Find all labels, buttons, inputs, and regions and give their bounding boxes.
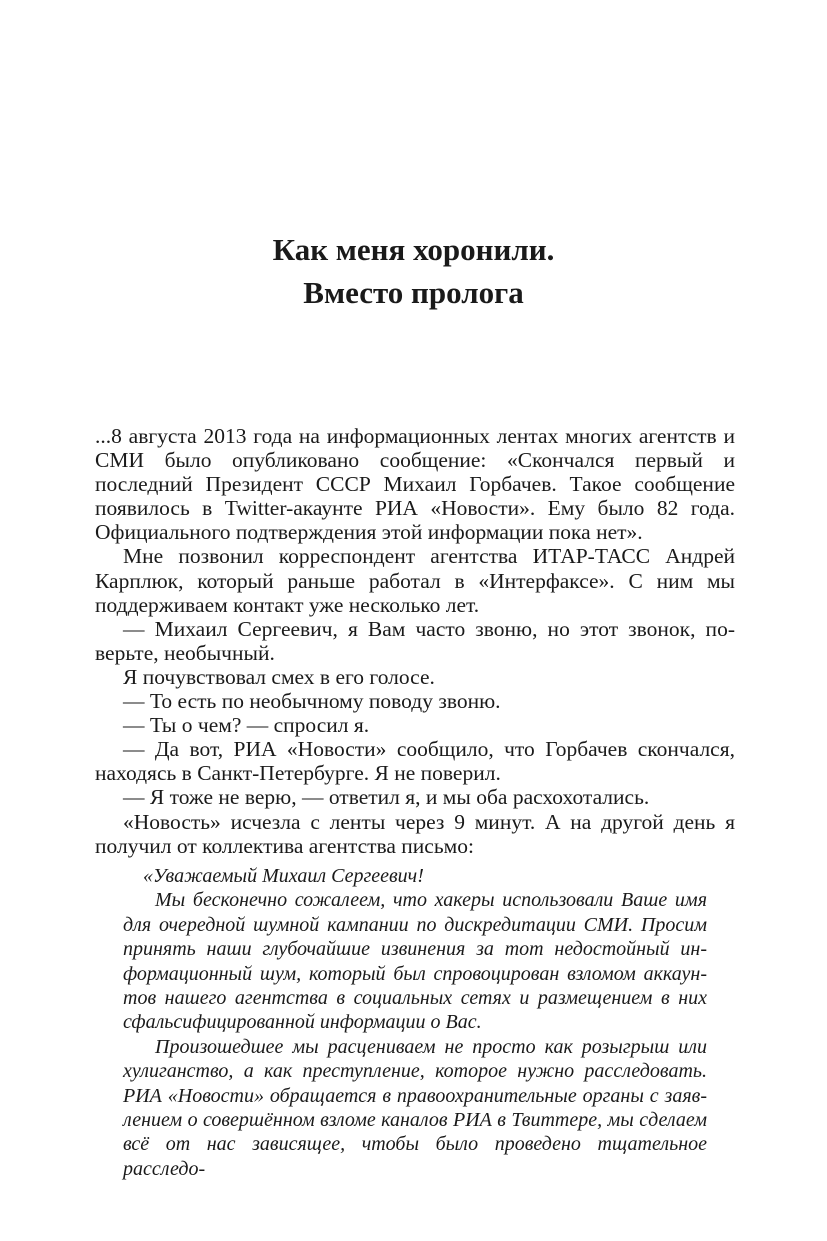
letter-paragraph: Мы бесконечно сожалеем, что хакеры использовали Ваше имя для очередной шумной кампании по дискредитации СМИ. Просим принять наши глубочайшие извинения за тот недостойный информационный шум, который был спровоцирован взломом аккаунтов нашего агентства в социальных сетях и размещением в них сфальсифицированной информации о Вас. bbox=[123, 889, 707, 1034]
quoted-letter bbox=[123, 864, 707, 1181]
dialogue-line: — То есть по необычному поводу звоню. bbox=[123, 689, 501, 714]
paragraph: ...8 августа 2013 года на информационных лентах многих агентств и СМИ было опубликовано сообщение: «Скончался первый и последний Президент СССР Михаил Горбачев. Такое сообщение появилось в Twitter-акаунте РИА «Новости». Ему было 82 года. Официального подтверждения этой информации пока нет». bbox=[95, 424, 735, 545]
dialogue-line: — Ты о чем? — спросил я. bbox=[123, 713, 370, 738]
chapter-title-line-1: Как меня хоронили. bbox=[272, 232, 555, 267]
chapter-title bbox=[0, 228, 827, 314]
chapter-title-line-2: Вместо пролога bbox=[303, 275, 524, 310]
body-text bbox=[95, 424, 735, 858]
paragraph: Мне позвонил корреспондент агентства ИТАР-ТАСС Андрей Карплюк, который раньше работал в «Интерфаксе». С ним мы поддерживаем контакт уже несколько лет. bbox=[95, 544, 735, 617]
letter-greeting: «Уважаемый Михаил Сергеевич! bbox=[143, 865, 424, 887]
dialogue-line: — Да вот, РИА «Новости» сообщило, что Горбачев скончался, находясь в Санкт-Петербурге. Я не поверил. bbox=[95, 737, 735, 786]
paragraph: Я почувствовал смех в его голосе. bbox=[123, 664, 435, 689]
paragraph: «Новость» исчезла с ленты через 9 минут. А на другой день я получил от коллектива агентства письмо: bbox=[95, 809, 735, 858]
letter-paragraph: Произошедшее мы расцениваем не просто как розыгрыш или хулиганство, а как преступление, которое нужно расследовать. РИА «Новости» обращается в правоохранительные органы с заявлением о совершённом взломе каналов РИА в Твиттере, мы сделаем всё от нас зависящее, чтобы было проведено тщательное расследо- bbox=[123, 1035, 707, 1180]
dialogue-line: — Я тоже не верю, — ответил я, и мы оба расхохотались. bbox=[123, 785, 650, 810]
dialogue-line: — Михаил Сергеевич, я Вам часто звоню, но этот звонок, поверьте, необычный. bbox=[95, 616, 735, 665]
